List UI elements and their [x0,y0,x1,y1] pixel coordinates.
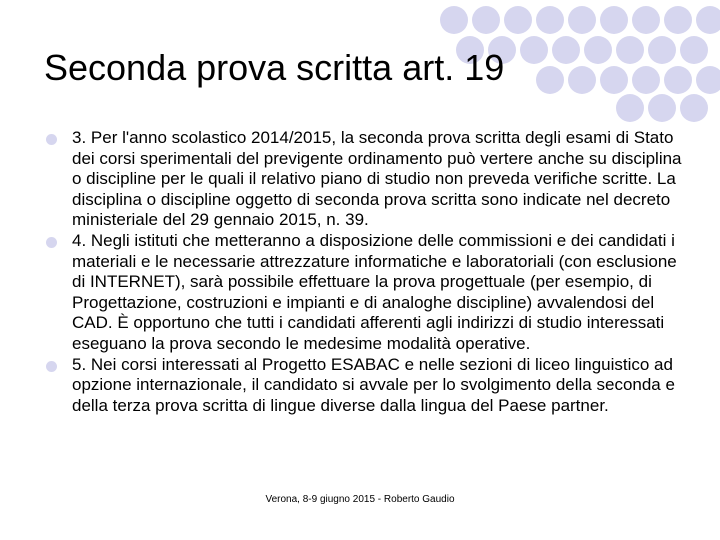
ring-26 [680,94,708,122]
ring-4 [536,6,564,34]
ring-3 [504,6,532,34]
bullet-item [0,128,690,231]
bullet-text: 5. Nei corsi interessati al Progetto ESABAC e nelle sezioni di liceo linguistico ad opzione internazionale, il candidato si avvale per lo svolgimento della seconda e della terza prova scritta di lingue diverse dalla lingua del Paese partner. [72,354,675,415]
bullet-item [0,231,690,355]
bullet-text: 4. Negli istituti che metteranno a disposizione delle commissioni e dei candidati i materiali e le necessarie attrezzature informatiche e laboratoriali (con esclusione di INTERNET), sarà possibile effettuare la prova progettuale (per esempio, di Progettazione, costruzioni e impianti e di analoghe discipline) avvalendosi del CAD. È opportuno che tutti i candidati afferenti agli indirizzi di studio interessati eseguano la prova secondo le medesime modalità operative. [72,230,677,353]
ring-20 [600,66,628,94]
bullet-list [0,128,720,416]
ring-2 [472,6,500,34]
ring-18 [536,66,564,94]
slide-footer: Verona, 8-9 giugno 2015 - Roberto Gaudio [265,494,455,505]
ring-22 [664,66,692,94]
bullet-dot-icon [46,237,57,248]
ring-19 [568,66,596,94]
ring-5 [568,6,596,34]
slide-title: Seconda prova scritta art. 19 [44,47,505,88]
ring-14 [584,36,612,64]
ring-12 [520,36,548,64]
ring-8 [664,6,692,34]
ring-25 [648,94,676,122]
ring-6 [600,6,628,34]
ring-16 [648,36,676,64]
bullet-dot-icon [46,361,57,372]
bullet-item [0,355,690,417]
ring-21 [632,66,660,94]
ring-15 [616,36,644,64]
ring-9 [696,6,720,34]
ring-24 [616,94,644,122]
ring-17 [680,36,708,64]
bullet-text: 3. Per l'anno scolastico 2014/2015, la seconda prova scritta degli esami di Stato dei corsi sperimentali del previgente ordinamento può vertere anche su disciplina o discipline per le quali il relativo piano di studio non preveda verifiche scritte. La disciplina o discipline oggetto di seconda prova scritta sono indicate nel decreto ministeriale del 29 gennaio 2015, n. 39. [72,128,682,230]
ring-13 [552,36,580,64]
ring-23 [696,66,720,94]
ring-1 [440,6,468,34]
bullet-dot-icon [46,134,57,145]
ring-7 [632,6,660,34]
